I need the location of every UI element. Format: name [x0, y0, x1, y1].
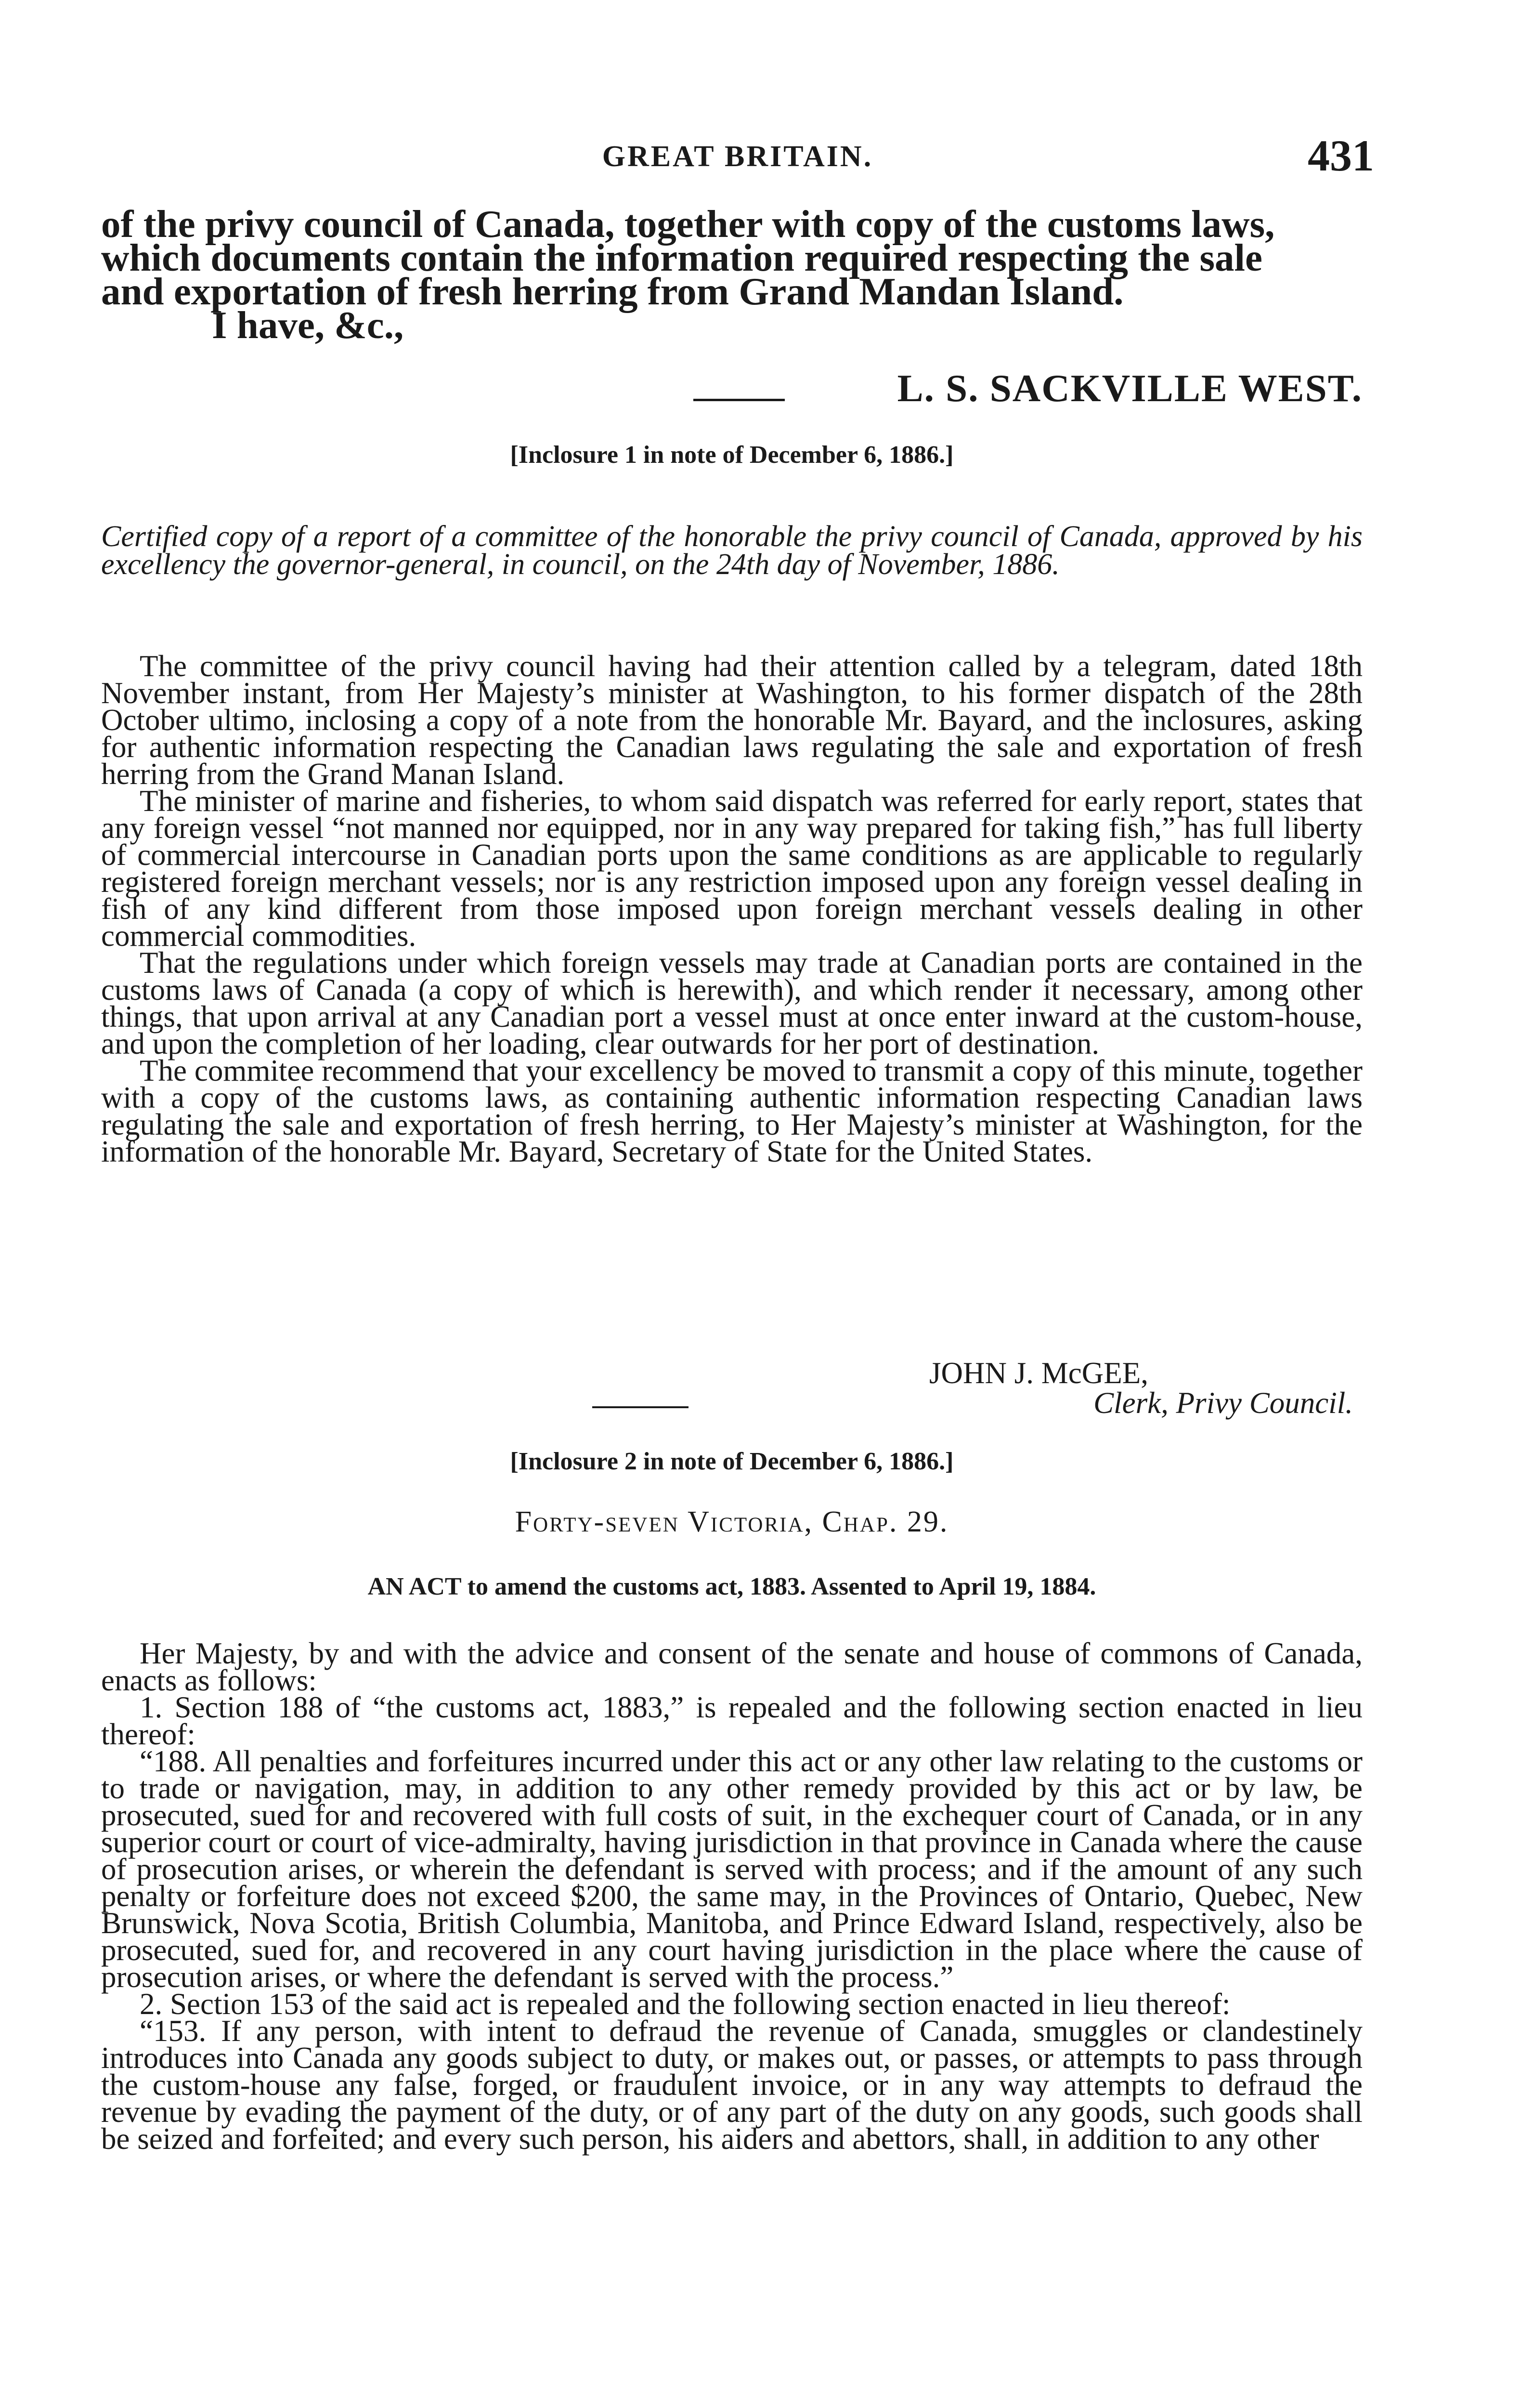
page-number: 431 — [1308, 131, 1374, 180]
act-title: AN ACT to amend the customs act, 1883. Assented to April 19, 1884. — [367, 1573, 1096, 1600]
paragraph: The committee of the privy council having had their attention called by a telegram, dated 18th November instant, from Her Majesty’s minister at Washington, to his former dispatch of the 28th October ultimo, inclosing a copy of a note from the honorable Mr. Bayard, and the inclosures, asking for authentic information respecting the Canadian laws regulating the sale and exportation of fresh herring from the Grand Manan Island. — [101, 649, 1363, 791]
paragraph: “188. All penalties and forfeitures incurred under this act or any other law relating to the customs or to trade or navigation, may, in addition to any other remedy provided by this act or by law, be prosecuted, sued for and recovered with full costs of suit, in the exchequer court of Canada, or in any superior court or court of vice-admiralty, having jurisdiction in that province in Canada where the cause of prosecution arises, or wherein the defendant is served with process; and if the amount of any such penalty or forfeiture does not exceed $200, the same may, in the Provinces of Ontario, Quebec, New Brunswick, Nova Scotia, British Columbia, Manitoba, and Prince Edward Island, respectively, also be prosecuted, sued for, and recovered in any court having jurisdiction in the place where the cause of prosecution arises, or where the defendant is served with the process.” — [101, 1744, 1363, 1994]
letter-signature-row — [101, 366, 1363, 409]
separator-rule — [592, 1406, 689, 1408]
paragraph: The minister of marine and fisheries, to whom said dispatch was referred for early report, states that any foreign vessel “not manned nor equipped, nor in any way prepared for taking fish,” has full liberty of commercial intercourse in Canadian ports upon the same conditions as are applicable to regularly registered foreign merchant vessels; nor is any restriction imposed upon any foreign vessel dealing in fish of any kind different from those imposed upon foreign merchant vessels dealing in other commercial commodities. — [101, 784, 1363, 953]
opening-line: which documents contain the information required respecting the sale — [101, 236, 1262, 279]
paragraph: That the regulations under which foreign vessels may trade at Canadian ports are contained in the customs laws of Canada (a copy of which is herewith), and which render it necessary, among other things, that upon arrival at any Canadian port a vessel must at once enter inward at the custom-house, and upon the completion of her loading, clear outwards for her port of destination. — [101, 946, 1363, 1060]
closing-formula: I have, &c., — [212, 303, 404, 347]
paragraph: “153. If any person, with intent to defraud the revenue of Canada, smuggles or clandestinely introduces into Canada any goods subject to duty, or makes out, or passes, or attempts to pass through the custom-house any false, forged, or fraudulent invoice, or in any way attempts to defraud the revenue by evading the payment of the duty, or of any part of the duty on any goods, such goods shall be seized and forfeited; and every such person, his aiders and abettors, shall, in addition to any other — [101, 2014, 1363, 2156]
paragraph: The commitee recommend that your excellency be moved to transmit a copy of this minute, together with a copy of the customs laws, as containing authentic information respecting Canadian laws regulating the sale and exportation of fresh herring, to Her Majesty’s minister at Washington, for the information of the honorable Mr. Bayard, Secretary of State for the United States. — [101, 1054, 1363, 1168]
opening-text — [101, 202, 1363, 347]
opening-line: of the privy council of Canada, together with copy of the customs laws, — [101, 202, 1275, 246]
signature-rule — [693, 399, 785, 401]
committee-signature — [101, 1358, 1363, 1426]
inclosure-1-note: [Inclosure 1 in note of December 6, 1886.] — [510, 441, 954, 469]
opening-line: and exportation of fresh herring from Grand Mandan Island. — [101, 270, 1124, 313]
running-head: GREAT BRITAIN. — [602, 140, 873, 173]
signer-title: Clerk, Privy Council. — [1093, 1386, 1353, 1420]
letter-signature: L. S. SACKVILLE WEST. — [897, 366, 1363, 410]
act-body — [101, 1636, 1363, 2156]
page-header — [101, 130, 1374, 183]
paragraph: Her Majesty, by and with the advice and consent of the senate and house of commons of Canada, enacts as follows: — [101, 1636, 1363, 1697]
signer-name: JOHN J. McGEE, — [929, 1356, 1148, 1390]
inclosure-2-note: [Inclosure 2 in note of December 6, 1886.] — [510, 1448, 954, 1475]
paragraph: 1. Section 188 of “the customs act, 1883,” is repealed and the following section enacted in lieu thereof: — [101, 1690, 1363, 1751]
inclosure-1-heading: Certified copy of a report of a committee of the honorable the privy council of Canada, approved by his excellency the governor-general, in council, on the 24th day of November, 1886. — [101, 520, 1363, 581]
paragraph: 2. Section 153 of the said act is repealed and the following section enacted in lieu thereof: — [140, 1987, 1231, 2021]
inclosure-1-body — [101, 649, 1363, 1168]
chapter-title: Forty-seven Victoria, Chap. 29. — [515, 1505, 949, 1538]
